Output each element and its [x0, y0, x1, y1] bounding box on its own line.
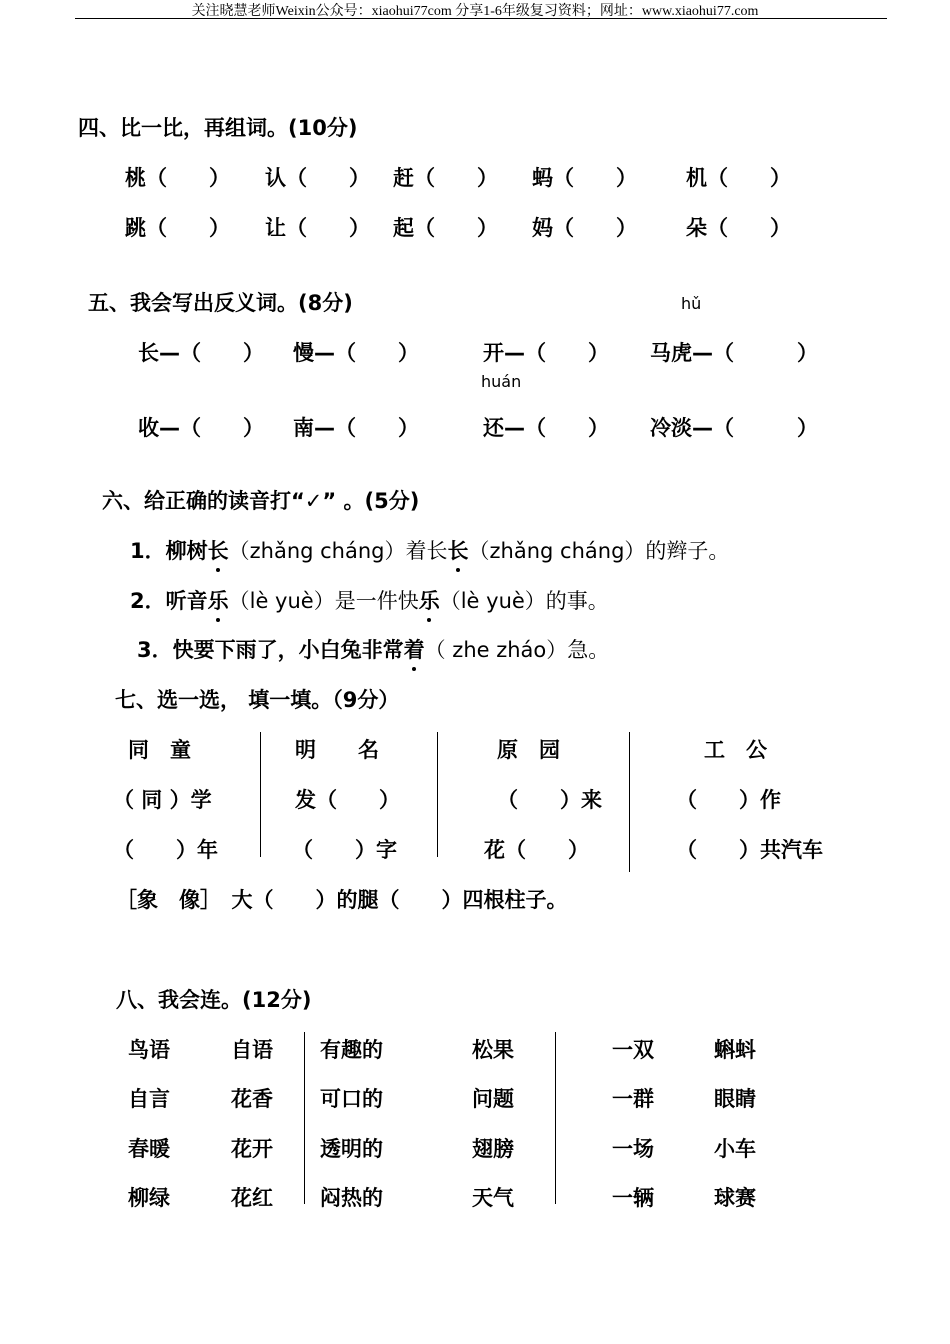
compare-cell: 让（ ）: [265, 216, 370, 240]
q1-pinyin-a: （zhǎng cháng）着长: [228, 539, 448, 563]
compare-cell: 桃（ ）: [125, 166, 230, 190]
section-6-title: 六、给正确的读音打“✓” 。(5分): [102, 489, 420, 513]
q3-text: 3．快要下雨了，小白兔非常: [137, 638, 404, 662]
compare-cell: 认（ ）: [265, 166, 370, 190]
q1-text: 1．柳树: [130, 539, 208, 563]
choice-pair: 同 童: [128, 738, 191, 762]
compare-cell: 蚂（ ）: [532, 166, 637, 190]
match-word: 问题: [472, 1087, 514, 1111]
dotted-char: 着: [404, 634, 425, 664]
antonym-cell: 南—（ ）: [293, 416, 419, 440]
choice-blank: （ 同 ）学: [113, 788, 212, 812]
question-1: [130, 535, 729, 565]
section-5-title: 五、我会写出反义词。(8分): [88, 291, 353, 315]
match-word: 春暖: [128, 1137, 170, 1161]
choice-blank: （ ）来: [497, 788, 602, 812]
match-word: 自言: [128, 1087, 170, 1111]
match-word: 一群: [612, 1087, 654, 1111]
q3-pinyin: （ zhe zháo）急。: [424, 638, 610, 662]
match-word: 蝌蚪: [714, 1038, 756, 1062]
choice-sentence: ［象 像］ 大（ ）的腿（ ）四根柱子。: [116, 888, 568, 912]
match-word: 柳绿: [128, 1186, 170, 1210]
q2-pinyin-b: （lè yuè）的事。: [439, 589, 609, 613]
pinyin-hu: hǔ: [681, 294, 702, 313]
compare-cell: 妈（ ）: [532, 216, 637, 240]
match-word: 球赛: [714, 1186, 756, 1210]
header-rule: [75, 18, 887, 19]
choice-pair: 工 公: [704, 738, 767, 762]
match-word: 有趣的: [320, 1038, 383, 1062]
q2-pinyin-a: （lè yuè）是一件快: [228, 589, 419, 613]
antonym-cell: 冷淡—（ ）: [650, 416, 818, 440]
dotted-char: 长: [208, 535, 229, 565]
q1-pinyin-b: （zhǎng cháng）的辫子。: [468, 539, 730, 563]
dotted-char: 乐: [419, 585, 440, 615]
match-word: 可口的: [320, 1087, 383, 1111]
choice-blank: （ ）共汽车: [676, 838, 823, 862]
compare-cell: 机（ ）: [686, 166, 791, 190]
pinyin-huan: huán: [481, 372, 522, 391]
section-7-title: 七、选一选， 填一填。（9分）: [115, 688, 400, 712]
compare-cell: 起（ ）: [393, 216, 498, 240]
choice-blank: （ ）作: [676, 788, 781, 812]
match-word: 一辆: [612, 1186, 654, 1210]
column-divider: [260, 732, 261, 857]
choice-pair: 原 园: [497, 738, 560, 762]
compare-cell: 赶（ ）: [393, 166, 498, 190]
question-3: [137, 634, 609, 664]
match-word: 花红: [231, 1186, 273, 1210]
compare-cell: 跳（ ）: [125, 216, 230, 240]
match-word: 眼睛: [714, 1087, 756, 1111]
match-word: 一双: [612, 1038, 654, 1062]
choice-blank: （ ）年: [113, 838, 218, 862]
antonym-cell: 收—（ ）: [138, 416, 264, 440]
column-divider: [437, 732, 438, 857]
match-word: 一场: [612, 1137, 654, 1161]
choice-blank: 发（ ）: [295, 788, 400, 812]
antonym-cell: 开—（ ）: [483, 341, 609, 365]
column-divider: [304, 1032, 305, 1204]
choice-blank: （ ）字: [292, 838, 397, 862]
match-word: 天气: [472, 1186, 514, 1210]
match-word: 小车: [714, 1137, 756, 1161]
page-header: 关注晓慧老师Weixin公众号：xiaohui77com 分享1-6年级复习资料；网址：www.xiaohui77.com: [191, 4, 759, 19]
compare-cell: 朵（ ）: [686, 216, 791, 240]
column-divider: [629, 732, 630, 872]
dotted-char: 乐: [208, 585, 229, 615]
match-word: 自语: [231, 1038, 273, 1062]
match-word: 花香: [231, 1087, 273, 1111]
section-4-title: 四、比一比，再组词。(10分): [78, 116, 358, 140]
match-word: 花开: [231, 1137, 273, 1161]
dotted-char: 长: [448, 535, 469, 565]
match-word: 闷热的: [320, 1186, 383, 1210]
column-divider: [555, 1032, 556, 1204]
section-8-title: 八、我会连。(12分): [116, 988, 312, 1012]
match-word: 松果: [472, 1038, 514, 1062]
match-word: 鸟语: [128, 1038, 170, 1062]
match-word: 翅膀: [472, 1137, 514, 1161]
antonym-cell: 慢—（ ）: [293, 341, 419, 365]
choice-blank: 花（ ）: [484, 838, 589, 862]
match-word: 透明的: [320, 1137, 383, 1161]
antonym-cell: 马虎—（ ）: [650, 341, 818, 365]
antonym-cell: 长—（ ）: [138, 341, 264, 365]
question-2: [130, 585, 609, 615]
choice-pair: 明 名: [295, 738, 379, 762]
q2-text: 2．听音: [130, 589, 208, 613]
antonym-cell: 还—（ ）: [483, 416, 609, 440]
